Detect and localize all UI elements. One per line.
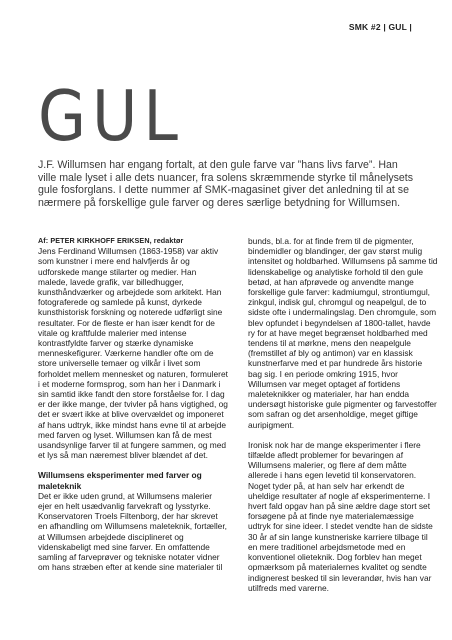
- section-subhead: Willumsens eksperimenter med farver og maleteknik: [38, 470, 202, 491]
- issue-header: SMK #2 | GUL |: [348, 22, 412, 32]
- left-column: [38, 236, 228, 573]
- closing-paragraph: Ironisk nok har de mange eksperimenter i flere tilfælde afledt problemer for bevaringen af Willumsens malerier, og flere af dem måtte allerede i hans egen levetid til konservatoren. Noget tyder på, at han selv har erkendt de uheldige resultater af nogle af eksperimenterne. I hvert fald opgav han på sine ældre dage stort set forsøgene på at finde nye materialemæssige udtryk for sine ideer. I stedet vendte han de sidste 30 år af sin lange kunstneriske karriere tilbage til en mere traditionel arbejdsmetode med en konventionel olieteknik. Dog forblev han meget opmærksom på materialernes kvalitet og sendte indignerest besked til sin leverandør, hvis han var utilfreds med varerne.: [248, 439, 433, 593]
- lead-paragraph: J.F. Willumsen har engang fortalt, at den gule farve var ”hans livs farve”. Han ville male lyset i alle dets nuancer, fra solens skræmmende styrke til månelysets gule fosforglans. I dette nummer af SMK-magasinet giver det anledning til at se nærmere på forskellige gule farver og deres særlige betydning for Willumsen.: [38, 159, 414, 209]
- byline: Af: PETER KIRKHOFF ERIKSEN, redaktør: [38, 236, 184, 245]
- body-paragraph: Det er ikke uden grund, at Willumsens malerier ejer en helt usædvanlig farvekraft og lysstyrke. Konservatoren Troels Filtenborg, der har skrevet en afhandling om Willumsens maleteknik, fortæller, at Willumsen arbejdede disciplineret og videnskabeligt med sine farver. En omfattende samling af farveprøver og tekniske notater vidner om hans stræben efter at kende sine materialer til: [38, 490, 227, 573]
- intro-paragraph: Jens Ferdinand Willumsen (1863-1958) var aktiv som kunstner i mere end halvfjerds år og udforskede mange stilarter og medier. Han malede, lavede grafik, var billedhugger, kunsthåndværker og arbejdede som arkitekt. Han fotograferede og samlede på kunst, dyrkede kunsthistorisk forskning og noterede udførligt sine resultater. For de fleste er han især kendt for de vitale og kraftfulde malerier med intense kontrastfyldte farver og stærke dynamiske menneskefigurer. Værkerne handler ofte om de store universelle temaer og vilkår i livet som forholdet mellem mennesket og naturen, formuleret i et moderne formsprog, som han her i Danmark i sin samtid ikke fandt den store forståelse for. I dag er der ikke mange, der tvivler på hans vigtighed, og det er svært ikke at blive overvældet og imponeret af hans udtryk, ikke mindst hans evne til at arbejde med farven og lyset. Willumsen kan få de mest usandsynlige farver til at fungere sammen, og med et lys så man næremest bliver blændet af det.: [38, 246, 228, 461]
- right-column: [248, 236, 438, 593]
- page-title: GUL: [38, 75, 184, 158]
- continued-paragraph: bunds, bl.a. for at finde frem til de pigmenter, bindemidler og blandinger, der gav størst mulig intensitet og holdbarhed. Willumsens på samme tid lidenskabelige og analytiske forhold til den gule betød, at han afprøvede og anvendte mange forskellige gule farver: kadmiumgul, strontiumgul, zinkgul, indisk gul, chromgul og neapelgul, de to sidste ofte i undermalingslag. Den chromgule, som blev opfundet i begyndelsen af 1800-tallet, havde ry for at have meget begrænset holdbarhed med tendens til at mørkne, mens den neapelgule (fremstillet af bly og antimon) var en klassisk kunstnerfarve med et par hundrede års historie bag sig. I en periode omkring 1915, hvor Willumsen var meget optaget af fortidens maleteknikker og materialer, har han endda undersøgt historiske gule pigmenter og farvestoffer som safran og det arsenholdige, meget giftige auripigment.: [248, 236, 438, 430]
